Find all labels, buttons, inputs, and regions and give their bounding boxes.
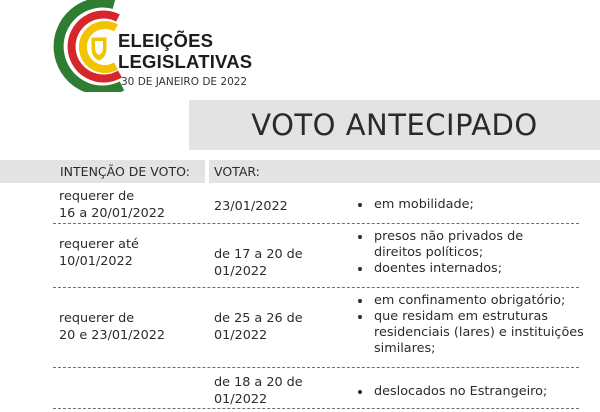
request-line: requerer até bbox=[59, 237, 139, 252]
vote-line: 01/2022 bbox=[214, 392, 268, 407]
header-divider bbox=[205, 160, 209, 183]
request-line: 10/01/2022 bbox=[59, 254, 133, 269]
table-row bbox=[0, 226, 600, 284]
vote-line: 23/01/2022 bbox=[214, 199, 288, 214]
request-line: requerer de bbox=[59, 189, 135, 204]
vote-line: de 25 a 26 de bbox=[214, 311, 303, 326]
title-band bbox=[189, 100, 600, 150]
request-cell bbox=[59, 188, 165, 222]
row-separator bbox=[53, 287, 579, 288]
list-item: em mobilidade; bbox=[358, 197, 474, 213]
table-row bbox=[0, 186, 600, 222]
request-cell bbox=[59, 236, 139, 270]
list-item: presos não privados de direitos políticos; bbox=[358, 229, 558, 261]
who-list bbox=[358, 293, 586, 357]
logo-line2: LEGISLATIVAS bbox=[118, 51, 253, 72]
vote-line: de 18 a 20 de bbox=[214, 375, 303, 390]
list-item: que residam em estruturas residenciais (lares) e instituições similares; bbox=[358, 309, 586, 357]
table-row bbox=[0, 370, 600, 410]
row-separator bbox=[53, 367, 579, 368]
who-list bbox=[358, 197, 474, 213]
row-separator bbox=[53, 408, 579, 409]
table-header bbox=[0, 160, 600, 183]
logo bbox=[0, 0, 600, 110]
vote-line: 01/2022 bbox=[214, 328, 268, 343]
header-intention: INTENÇÃO DE VOTO: bbox=[60, 164, 190, 179]
request-line: requerer de bbox=[59, 311, 135, 326]
list-item: em confinamento obrigatório; bbox=[358, 293, 586, 309]
request-cell bbox=[59, 310, 165, 344]
vote-line: de 17 a 20 de bbox=[214, 247, 303, 262]
vote-cell bbox=[214, 246, 303, 280]
page-title: VOTO ANTECIPADO bbox=[251, 108, 538, 142]
logo-text bbox=[118, 30, 252, 88]
vote-cell bbox=[214, 198, 288, 215]
row-separator bbox=[53, 223, 579, 224]
vote-line: 01/2022 bbox=[214, 264, 268, 279]
logo-line1: ELEIÇÕES bbox=[118, 30, 214, 51]
table-row bbox=[0, 290, 600, 366]
who-list bbox=[358, 229, 558, 277]
list-item: deslocados no Estrangeiro; bbox=[358, 384, 547, 400]
list-item: doentes internados; bbox=[358, 261, 558, 277]
vote-cell bbox=[214, 310, 303, 344]
logo-date: 30 DE JANEIRO DE 2022 bbox=[121, 76, 248, 88]
header-vote: VOTAR: bbox=[214, 164, 260, 179]
request-line: 16 a 20/01/2022 bbox=[59, 206, 166, 221]
request-line: 20 e 23/01/2022 bbox=[59, 328, 166, 343]
who-list bbox=[358, 384, 547, 400]
vote-cell bbox=[214, 374, 303, 408]
